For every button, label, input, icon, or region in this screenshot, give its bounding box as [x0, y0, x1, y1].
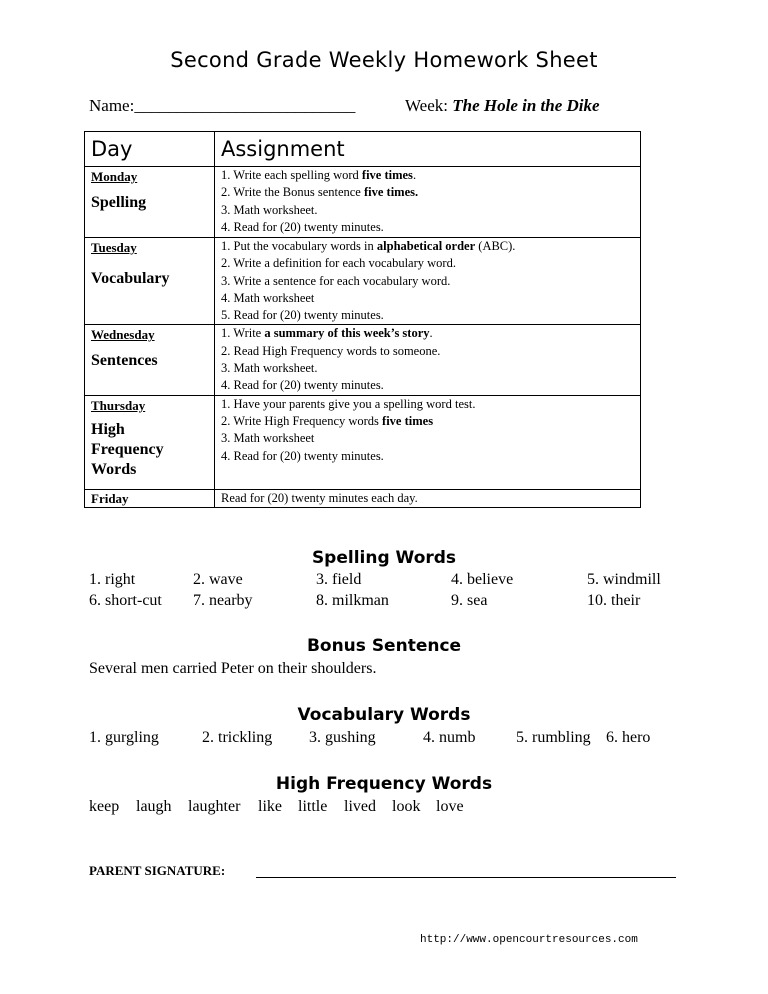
vocabulary-words-title: Vocabulary Words	[297, 705, 471, 725]
parent-signature-line	[256, 877, 676, 878]
assignment-item: 4. Read for (20) twenty minutes.	[221, 378, 384, 393]
assignment-item: 3. Write a sentence for each vocabulary word.	[221, 273, 451, 288]
assignment-list	[221, 325, 640, 394]
assignment-cell	[215, 167, 641, 238]
assignment-item: 4. Math worksheet	[221, 290, 315, 305]
day-subject: Spelling	[91, 194, 147, 211]
homework-table	[84, 131, 641, 508]
high-frequency-word: love	[436, 798, 464, 815]
assignment-item: 1. Write each spelling word five times.	[221, 168, 417, 182]
assignment-item: 4. Read for (20) twenty minutes.	[221, 219, 384, 234]
vocabulary-word: 6. hero	[606, 729, 651, 746]
day-name: Friday	[91, 490, 129, 506]
high-frequency-word: laugh	[136, 798, 172, 815]
week-story-title: The Hole in the Dike	[452, 96, 600, 115]
assignment-cell	[215, 395, 641, 489]
spelling-word: 2. wave	[193, 571, 243, 588]
day-name: Wednesday	[91, 327, 155, 343]
high-frequency-word: laughter	[188, 798, 241, 815]
vocabulary-word: 3. gushing	[309, 729, 376, 746]
bonus-sentence-title: Bonus Sentence	[306, 636, 462, 656]
vocabulary-word: 4. numb	[423, 729, 476, 746]
day-cell	[85, 238, 215, 325]
high-frequency-word: like	[258, 798, 282, 815]
assignment-list	[221, 167, 640, 236]
day-cell	[85, 325, 215, 395]
assignment-item: 2. Write a definition for each vocabulary word.	[221, 256, 456, 271]
spelling-word: 1. right	[89, 571, 136, 588]
high-frequency-word: look	[392, 798, 421, 815]
assignment-item: 1. Write a summary of this week’s story.	[221, 326, 433, 341]
spelling-row-2	[0, 592, 768, 612]
assignment-cell	[215, 238, 641, 325]
table-row-wednesday	[85, 325, 641, 395]
day-subject: Sentences	[91, 352, 158, 370]
page-title: Second Grade Weekly Homework Sheet	[170, 48, 598, 72]
assignment-item: 2. Write the Bonus sentence five times.	[221, 185, 419, 200]
spelling-word: 5. windmill	[587, 571, 661, 588]
table-header-row	[85, 132, 641, 167]
assignment-item: Read for (20) twenty minutes each day.	[221, 490, 418, 505]
week-label	[405, 96, 600, 116]
assignment-item: 3. Math worksheet.	[221, 361, 318, 376]
assignment-cell	[215, 489, 641, 507]
spelling-word: 8. milkman	[316, 592, 389, 609]
assignment-item: 2. Write High Frequency words five times	[221, 413, 434, 428]
spelling-words-title: Spelling Words	[311, 548, 457, 568]
vocabulary-word: 1. gurgling	[89, 729, 159, 746]
high-frequency-word: little	[298, 798, 328, 815]
spelling-word: 6. short-cut	[89, 592, 162, 609]
day-subject: High Frequency Words	[91, 420, 164, 478]
spelling-word: 7. nearby	[193, 592, 253, 609]
assignment-item: 1. Have your parents give you a spelling word test.	[221, 396, 476, 411]
table-row-thursday	[85, 395, 641, 489]
spelling-row-1	[0, 571, 768, 591]
table-row-monday	[85, 167, 641, 238]
high-frequency-words-title: High Frequency Words	[275, 774, 493, 794]
spelling-word: 4. believe	[451, 571, 514, 588]
header-day: Day	[85, 132, 215, 167]
assignment-item: 3. Math worksheet	[221, 431, 315, 446]
vocabulary-word: 2. trickling	[202, 729, 273, 746]
high-frequency-row	[0, 798, 768, 818]
header-assignment: Assignment	[215, 132, 641, 167]
assignment-list	[221, 396, 640, 465]
bonus-sentence-text: Several men carried Peter on their shoulders.	[89, 660, 377, 677]
table-row-tuesday	[85, 238, 641, 325]
week-label-text: Week:	[405, 96, 448, 115]
high-frequency-word: lived	[344, 798, 376, 815]
assignment-item: 3. Math worksheet.	[221, 202, 318, 217]
assignment-list	[221, 238, 640, 324]
spelling-word: 9. sea	[451, 592, 488, 609]
day-subject: Vocabulary	[91, 270, 170, 287]
assignment-item: 1. Put the vocabulary words in alphabetical order (ABC).	[221, 239, 516, 253]
day-name: Thursday	[91, 397, 146, 413]
name-field-label: Name:__________________________	[89, 96, 356, 115]
spelling-word: 10. their	[587, 592, 641, 609]
vocabulary-word: 5. rumbling	[516, 729, 591, 746]
footer-url: http://www.opencourtresources.com	[420, 934, 638, 946]
day-cell	[85, 489, 215, 507]
assignment-item: 2. Read High Frequency words to someone.	[221, 343, 441, 358]
table-row-friday	[85, 489, 641, 507]
spelling-word: 3. field	[316, 571, 362, 588]
vocabulary-row	[0, 729, 768, 749]
assignment-cell	[215, 325, 641, 395]
day-name: Tuesday	[91, 240, 137, 255]
day-name: Monday	[91, 169, 138, 184]
parent-signature-label: PARENT SIGNATURE:	[89, 863, 226, 878]
day-cell	[85, 395, 215, 489]
assignment-item: 4. Read for (20) twenty minutes.	[221, 448, 384, 463]
day-cell	[85, 167, 215, 238]
high-frequency-word: keep	[89, 798, 120, 815]
assignment-item: 5. Read for (20) twenty minutes.	[221, 308, 384, 323]
